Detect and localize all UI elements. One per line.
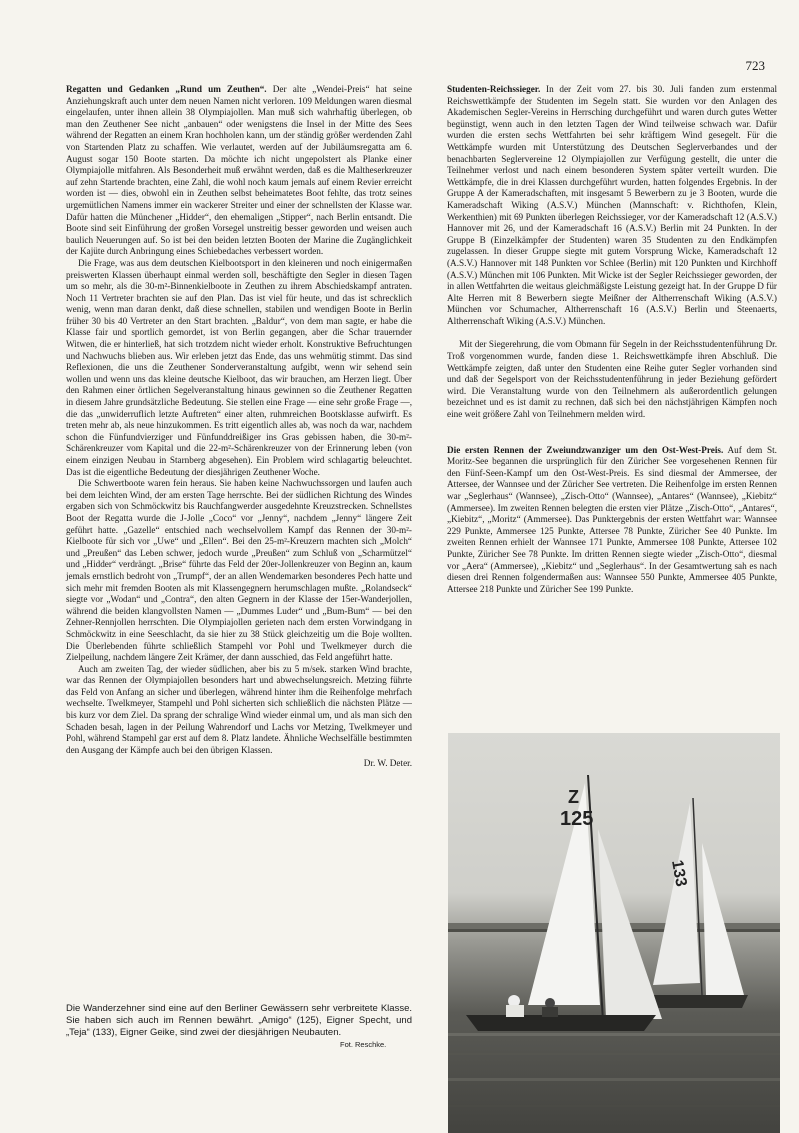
article-students-paragraph-2: Mit der Siegerehrung, die vom Obmann für Segeln in der Reichsstudentenführung Dr. Troß vorgenommen wurde, fanden diese 1. Reichswettkämpfe ihren Abschluß. Die Wettkämpfe zeigten, daß unter den Studenten eine Reihe guter Segler vorhanden sind und daß der Segelsport von der Reichsstudentenführung in jeder Beziehung gefördert wird. Die Veranstaltung wurde von den Teilnehmern als außerordentlich gelungen bezeichnet und es ist damit zu rechnen, daß sich bei den nächstjährigen Kämpfen noch eine weit größere Zahl von Teilnehmern melden wird. — [447, 339, 777, 420]
page-number: 723 — [745, 58, 765, 73]
back-hull — [644, 995, 748, 1008]
article-students-heading: Studenten-Reichssieger. — [447, 84, 541, 94]
article-zeuthen-text-1: Der alte „Wendei-Preis“ hat seine Anziehungskraft auch unter dem neuen Namen nicht verloren. 109 Meldungen waren diesmal eingelaufen, unter ihnen allein 38 Olympiajollen. Man muß sich wahrhaftig überlegen, ob man den Zeuthener See nicht „anbauen“ oder wenigstens die Insel in der Mitte des Sees während der Regatten an einem Kran hochholen kann, um der ständig größer werdenden Zahl von Startenden Platz zu schaffen. Wie verlautet, werden auf der Jubiläumsregatta am 6. August sogar 150 Boote starten. Da möchte ich nicht ungepolstert als Planke einer Olympiajolle mitfahren. Als Besonderheit muß erwähnt werden, daß es die Maltheserkreuzer auf zehn Startende brachten, eine Zahl, die wohl noch kaum jemals auf einem Revier erreicht worden ist — dies, obwohl ein in Zeuthen selbst beheimatetes Boot fehlte, das trotz seines urgemütlichen Namens immer ein wackerer Streiter und einer der schnellsten der Klasse war. Dafür hatten die Münchener „Hidder“, den ehemaligen „Stipper“, nach Berlin entsandt. Die Boote sind seit Einführung der großen Vorsegel unstreitig besser geworden und weisen auch baulich Neuerungen auf. So ist bei den beiden letzten Booten der Marine die Zugänglichkeit der Kajüte durch Anbringung eines Schiebedaches verbessert worden. — [66, 84, 412, 257]
author-signature: Dr. W. Deter. — [363, 758, 412, 769]
article-students-paragraph-1 — [447, 84, 777, 327]
sailboats-illustration — [448, 733, 780, 1133]
back-jib — [702, 843, 744, 995]
article-ostwest-paragraph — [447, 445, 777, 596]
photo-caption: Die Wanderzehner sind eine auf den Berliner Gewässern sehr verbreitete Klasse. Sie haben sich auch im Rennen bewährt. „Amigo“ (125), Eigner Specht, und „Teja“ (133), Eigner Geike, sind zwei der diesjährigen Neubauten. — [66, 1003, 412, 1038]
sailboats-photo — [448, 733, 780, 1133]
right-column — [447, 84, 777, 595]
article-zeuthen-paragraph-3: Die Schwertboote waren fein heraus. Sie haben keine Nachwuchssorgen und laufen auch bei dem leichten Wind, der am ersten Tage herrschte. Bei der südlichen Richtung des Windes ergaben sich von Schmöckwitz bis Rauchfangwerder ausgedehnte Kreuzstrecken. Schnellstes Boot der Regatta wurde die J-Jolle „Coco“ vor „Jenny“, nachdem „Jenny“ längere Zeit geführt hatte. „Gazelle“ entschied nach wechselvollem Kampf das Rennen der 30-m²-Kielboote für sich vor „Uwe“ und „Ellen“. Bei den 25-m²-Kreuzern machten sich „Molch“ und „Preußen“ das Leben schwer, jedoch wurde „Preußen“ zum Schluß von „Scharmützel“ und „Hidder“ verdrängt. „Brise“ führte das Feld der 20er-Jollenkreuzer von Beginn an, kaum jemals ernstlich bedroht von „Trumpf“, der an allen Wendemarken besonderes Pech hatte und sich mehr mit fremden Booten als mit Klassengegnern herumschlagen mußte. „Rolandseck“ siegte vor „Wodan“ und „Contra“, den alten Gegnern in der Klasse der 15er-Wanderjollen, während die beiden klangvollsten Namen — „Dummes Luder“ und „Bum-Bum“ — bei den Zehner-Rennjollen herrschten. Die Olympiajollen gerieten nach dem ersten Vorwindgang in Schmöckwitz in eine Seeschlacht, da sie hier zu 38 Stück gleichzeitig um die Boje wollten. Die Überlebenden führte schließlich Stampehl vor Pohl und Twelkmeyer durch die Zielpeilung, nachdem längere Zeit Krämer, der dann ausschied, das Feld angeführt hatte. — [66, 478, 412, 663]
front-hull — [466, 1015, 656, 1031]
article-zeuthen-paragraph-4: Auch am zweiten Tag, der wieder südlichen, aber bis zu 5 m/sek. starken Wind brachte, war das Rennen der Olympiajollen besonders hart und abwechselungsreich. Metzing führte das Feld von Anfang an sicher und überlegen, während hinter ihm die Reihenfolge mehrfach wechselte. Twelkmeyer, Stampehl und Pohl sicherten sich schließlich die nächsten Plätze — bis kurz vor dem Ziel. Da sprang der schralige Wind wieder einmal um, und als man sich den Schaden besah, lagen in der Peilung Wahrendorf und Lachs vor Metzing, Twelkmeyer und Pohl, während Stampehl gar erst auf dem 8. Platz landete. Ähnliche Wechselfälle bestimmten den Ausgang der Kämpfe auch bei den übrigen Klassen. — [66, 663, 412, 755]
article-ostwest-heading: Die ersten Rennen der Zweiundzwanziger um den Ost-West-Preis. — [447, 444, 724, 455]
article-ostwest-text: Auf dem St. Moritz-See begannen die ursprünglich für den Züricher See vorgesehenen Rennen für den Fünf-Seen-Kampf um den Ost-West-Preis. Es sind diesmal der Ammersee, der Attersee, der Wannsee und der Züricher See vertreten. Die Reihenfolge im ersten Rennen war „Seglerhaus“ (Wannsee), „Zisch-Otto“ (Wannsee), „Antares“ (Wannsee), „Kiebitz“ (Ammersee). Im zweiten Rennen belegten die ersten vier Plätze „Zisch-Otto“, „Antares“, „Kiebitz“, „Moritz“ (Ammersee). Das Punktergebnis der ersten Wettfahrt war: Wannsee 229 Punkte, Ammersee 125 Punkte, Attersee 78 Punkte, Züricher See 40 Punkte. Im zweiten Rennen erhielt der Wannsee 171 Punkte, Ammersee 108 Punkte, Attersee 102 Punkte, Züricher See 78 Punkte. Im dritten Rennen siegte wieder „Zisch-Otto“, diesmal vor „Aera“ (Ammersee), „Kiebitz“ und „Seglerhaus“. In der Gesamtwertung sah es nach diesen drei Rennen folgendermaßen aus: Wannsee 550 Punkte, Ammersee 405 Punkte, Attersee 218 Punkte und Züricher See 199 Punkte. — [447, 444, 777, 594]
article-zeuthen-paragraph-1 — [66, 84, 412, 258]
photo-credit: Fot. Reschke. — [340, 1040, 387, 1049]
article-students-text-1: In der Zeit vom 27. bis 30. Juli fanden zum erstenmal Reichswettkämpfe der Studenten im Segeln statt. Sie wurden vor den Anlagen des Akademischen Segler-Vereins in Herrsching durchgeführt und waren durch gutes Wetter begünstigt, wenn auch in den letzten Tagen der Wind teilweise schwach war. Dafür wurden die ersten sechs Wettfahrten bei sehr kräftigem Wind gesegelt. Für die Wettkämpfe wurden mit Unterstützung des Deutschen Seglerverbandes und der benachbarten Seglervereine 12 Olympiajollen zur Verfügung gestellt, die unter die Teilnehmer verlost und nach einem besonderen System später verteilt wurden. Die Wettkämpfe, die in drei Klassen durchgeführt wurden, hatten folgendes Ergebnis. In der Gruppe A der Kameradschaften, mit insgesamt 5 Bewerbern zu je 3 Booten, wurde die Kameradschaft Wiking (A.S.V.) München (Mannschaft: v. Richthofen, Klein, Werkenthien) mit 69 Punkten überlegen Reichssieger, vor der Kameradschaft 12 (A.S.V.) Hannover mit 26, und der Kameradschaft 16 (A.S.V.) Berlin mit 24 Punkten. In der Gruppe B (Einzelkämpfer der Studenten) waren 35 Studenten zu den Endkämpfen zugelassen. In dieser Gruppe siegte mit gutem Vorsprung Wicke, Kameradschaft 12 (A.S.V.) Hannover mit 148 Punkten vor Schlee (Berlin) mit 120 Punkten und Kirchhoff (A.S.V.) München mit 106 Punkten. Mit Wicke ist der Segler Reichssieger geworden, der in allen Wettfahrten die weitaus gleichmäßigste Leistung gezeigt hat. In der Gruppe D für Alte Herren mit 8 Bewerbern siegte Meißner der Altherrenschaft Wiking (A.S.V.) München vor Schumacher, Altherrenschaft 16 (A.S.V.) Berlin und Steenaerts, Altherrenschaft Wiking (A.S.V.) München. — [447, 84, 777, 326]
back-sail-number: 133 — [668, 858, 690, 888]
left-column — [66, 84, 412, 770]
article-zeuthen-paragraph-2: Die Frage, was aus dem deutschen Kielbootsport in den kleineren und noch einigermaßen preiswerten Klassen überhaupt einmal werden soll, beschäftigte den Segler in diesen Tagen um so mehr, als die 30-m²-Binnenkielboote in Zeuthen zu ihrem Abschiedskampf antraten. Noch 11 Vertreter brachten sie auf den Plan. Das ist viel für heute, und das ist schrecklich wenig, wenn man daran denkt, daß diese schnellen, stabilen und wendigen Boote in Berlin früher 30 bis 40 Vertreter an den Start brachten. „Baldur“, von dem man sagte, er habe die Klasse fair und sportlich gemordet, ist von Berlin gegangen, aber die Schar trauernder Witwen, die er hinterließ, hat sich trotzdem nicht wieder erholt. Konstruktive Befruchtungen und Nachwuchs blieben aus. Wir erleben jetzt das Ende, das uns wehmütig stimmt. Das sind Reflexionen, die uns die Zeuthener Sonderveranstaltung aufgibt, wenn wir sehend sein wollen und wenn uns das kleine deutsche Kielboot, das wir brauchen, am Herzen liegt. Über den Rahmen einer örtlichen Segelveranstaltung hinaus gewinnen so die Zeuthener Regatten in diesem Jahre grundsätzliche Bedeutung. Sie stellen eine Frage — eine sehr große Frage —, die das „unwiderruflich letzte Auftreten“ einer alten, ruhmreichen Bootsklasse aufwirft. Es treten mehr ab, als neue hinzukommen. Es tritt eigentlich alles ab, was noch da war, nachdem schon die Fünfundvierziger und Fünfunddreißiger ins Gras gebissen haben, die 30-m²-Schärenkreuzer vom Kapital und die 22-m²-Schärenkreuzer von der Erinnerung leben (von einem einzigen Neubau in Starnberg abgesehen). Ein Problem wird schlagartig beleuchtet. Das ist die eigentliche Bedeutung der diesjährigen Zeuthener Woche. — [66, 257, 412, 477]
article-zeuthen-heading: Regatten und Gedanken „Rund um Zeuthen“. — [66, 84, 267, 94]
front-sail-class-mark: Z — [568, 787, 579, 807]
front-sail-number: 125 — [560, 808, 594, 830]
back-mainsail — [653, 803, 700, 985]
